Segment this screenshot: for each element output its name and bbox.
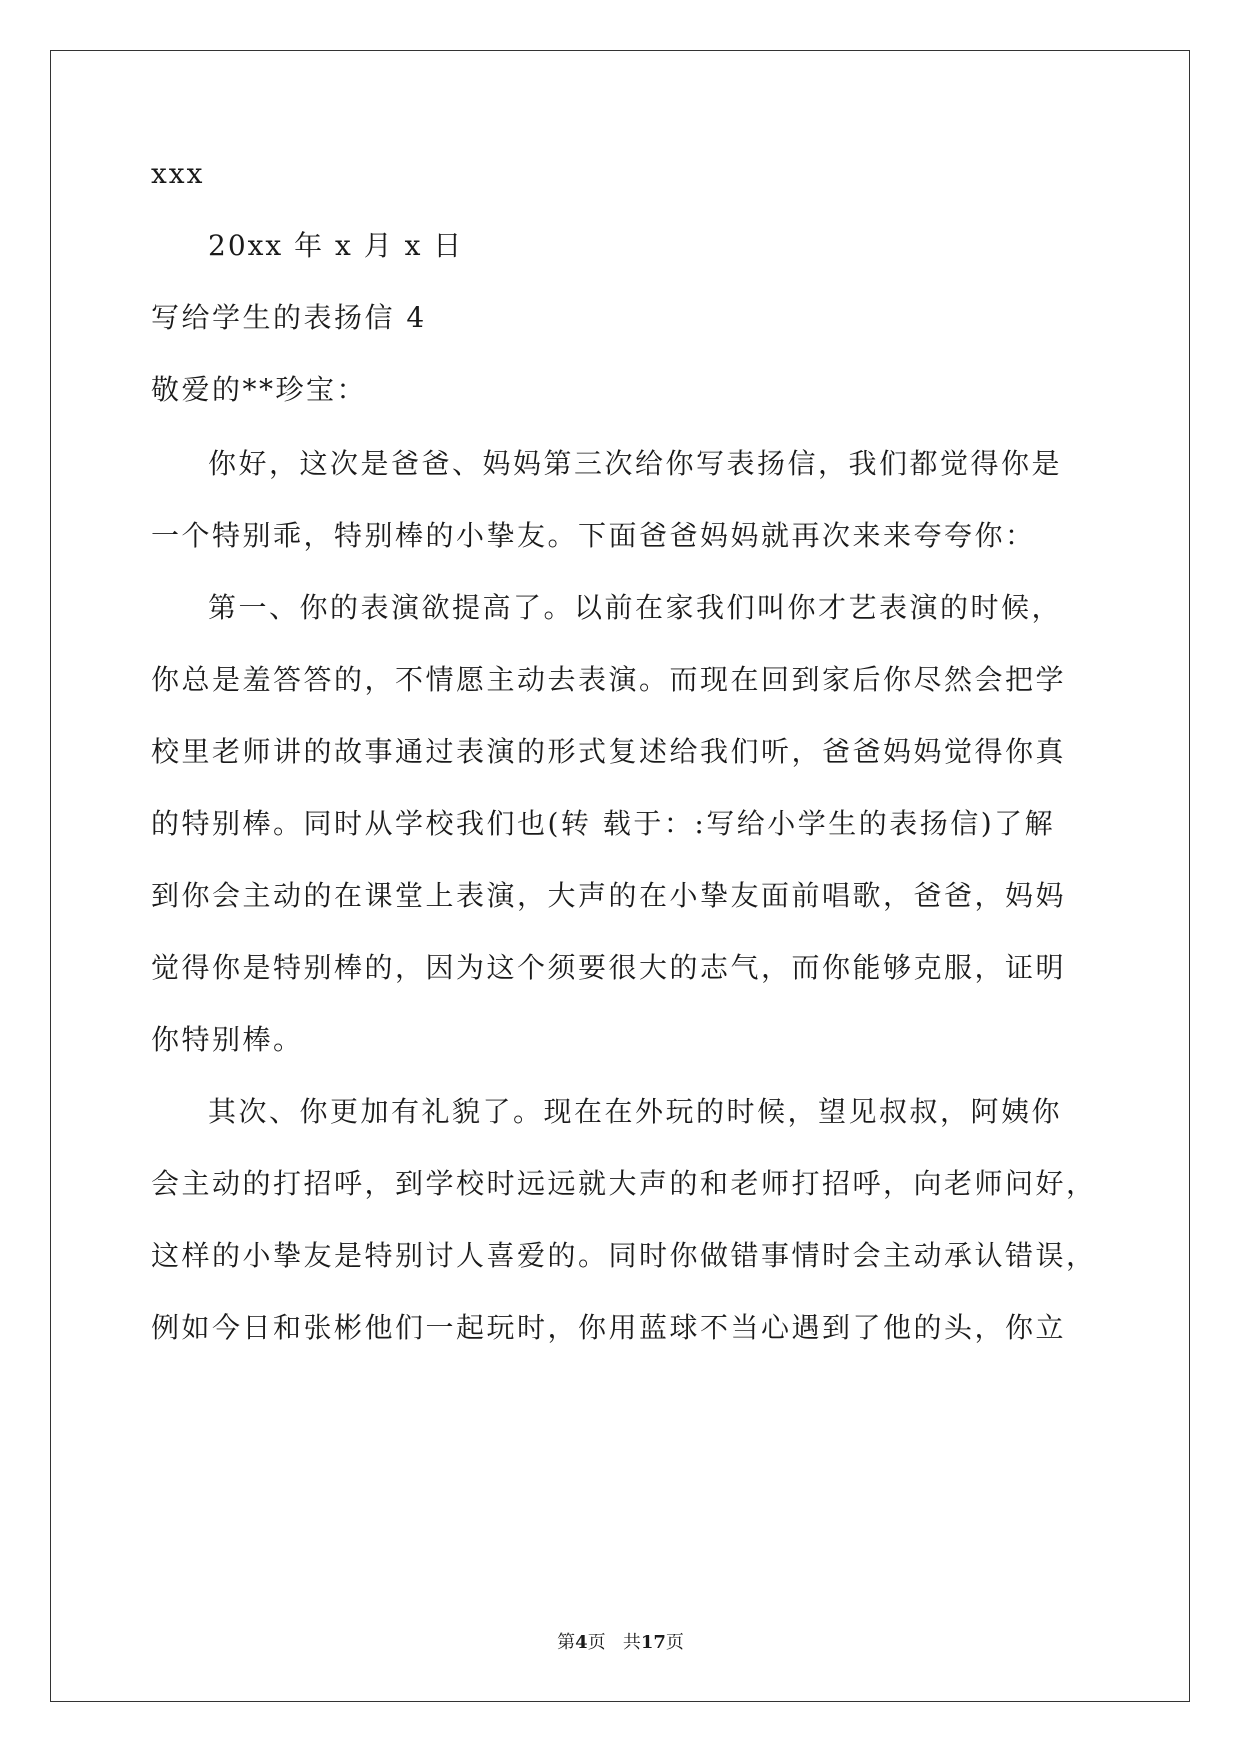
footer-page-prefix: 第: [557, 1632, 576, 1653]
paragraph-line: 你好，这次是爸爸、妈妈第三次给你写表扬信，我们都觉得你是: [208, 447, 1063, 480]
paragraph-line: 一个特别乖，特别棒的小挚友。下面爸爸妈妈就再次来来夸夸你：: [151, 519, 1036, 552]
paragraph-line: 这样的小挚友是特别讨人喜爱的。同时你做错事情时会主动承认错误，: [151, 1239, 1097, 1272]
paragraph-line: 例如今日和张彬他们一起玩时，你用蓝球不当心遇到了他的头，你立: [151, 1311, 1067, 1344]
footer-page-number: 4: [575, 1632, 588, 1653]
paragraph-line: 你特别棒。: [151, 1023, 304, 1056]
paragraph-line: 会主动的打招呼，到学校时远远就大声的和老师打招呼，向老师问好，: [151, 1167, 1097, 1200]
signature-date: 20xx 年 x 月 x 日: [208, 229, 464, 262]
salutation: 敬爱的**珍宝：: [151, 373, 368, 406]
page-footer: [0, 1628, 1241, 1654]
footer-page-suffix: 页: [587, 1632, 606, 1653]
paragraph-line: 你总是羞答答的，不情愿主动去表演。而现在回到家后你尽然会把学: [151, 663, 1067, 696]
page-border: [50, 50, 1190, 1702]
paragraph-line: 到你会主动的在课堂上表演，大声的在小挚友面前唱歌，爸爸，妈妈: [151, 879, 1067, 912]
signature-name: xxx: [151, 157, 205, 190]
section-heading: 写给学生的表扬信 4: [151, 301, 427, 334]
paragraph-line: 其次、你更加有礼貌了。现在在外玩的时候，望见叔叔，阿姨你: [208, 1095, 1063, 1128]
paragraph-line: 觉得你是特别棒的，因为这个须要很大的志气，而你能够克服，证明: [151, 951, 1067, 984]
footer-total-prefix: 共: [622, 1632, 641, 1653]
paragraph-line: 校里老师讲的故事通过表演的形式复述给我们听，爸爸妈妈觉得你真: [151, 735, 1067, 768]
footer-total-pages: 17: [640, 1632, 666, 1653]
paragraph-line: 的特别棒。同时从学校我们也(转 载于：:写给小学生的表扬信)了解: [151, 807, 1056, 840]
footer-total-suffix: 页: [665, 1632, 684, 1653]
paragraph-line: 第一、你的表演欲提高了。以前在家我们叫你才艺表演的时候，: [208, 591, 1063, 624]
